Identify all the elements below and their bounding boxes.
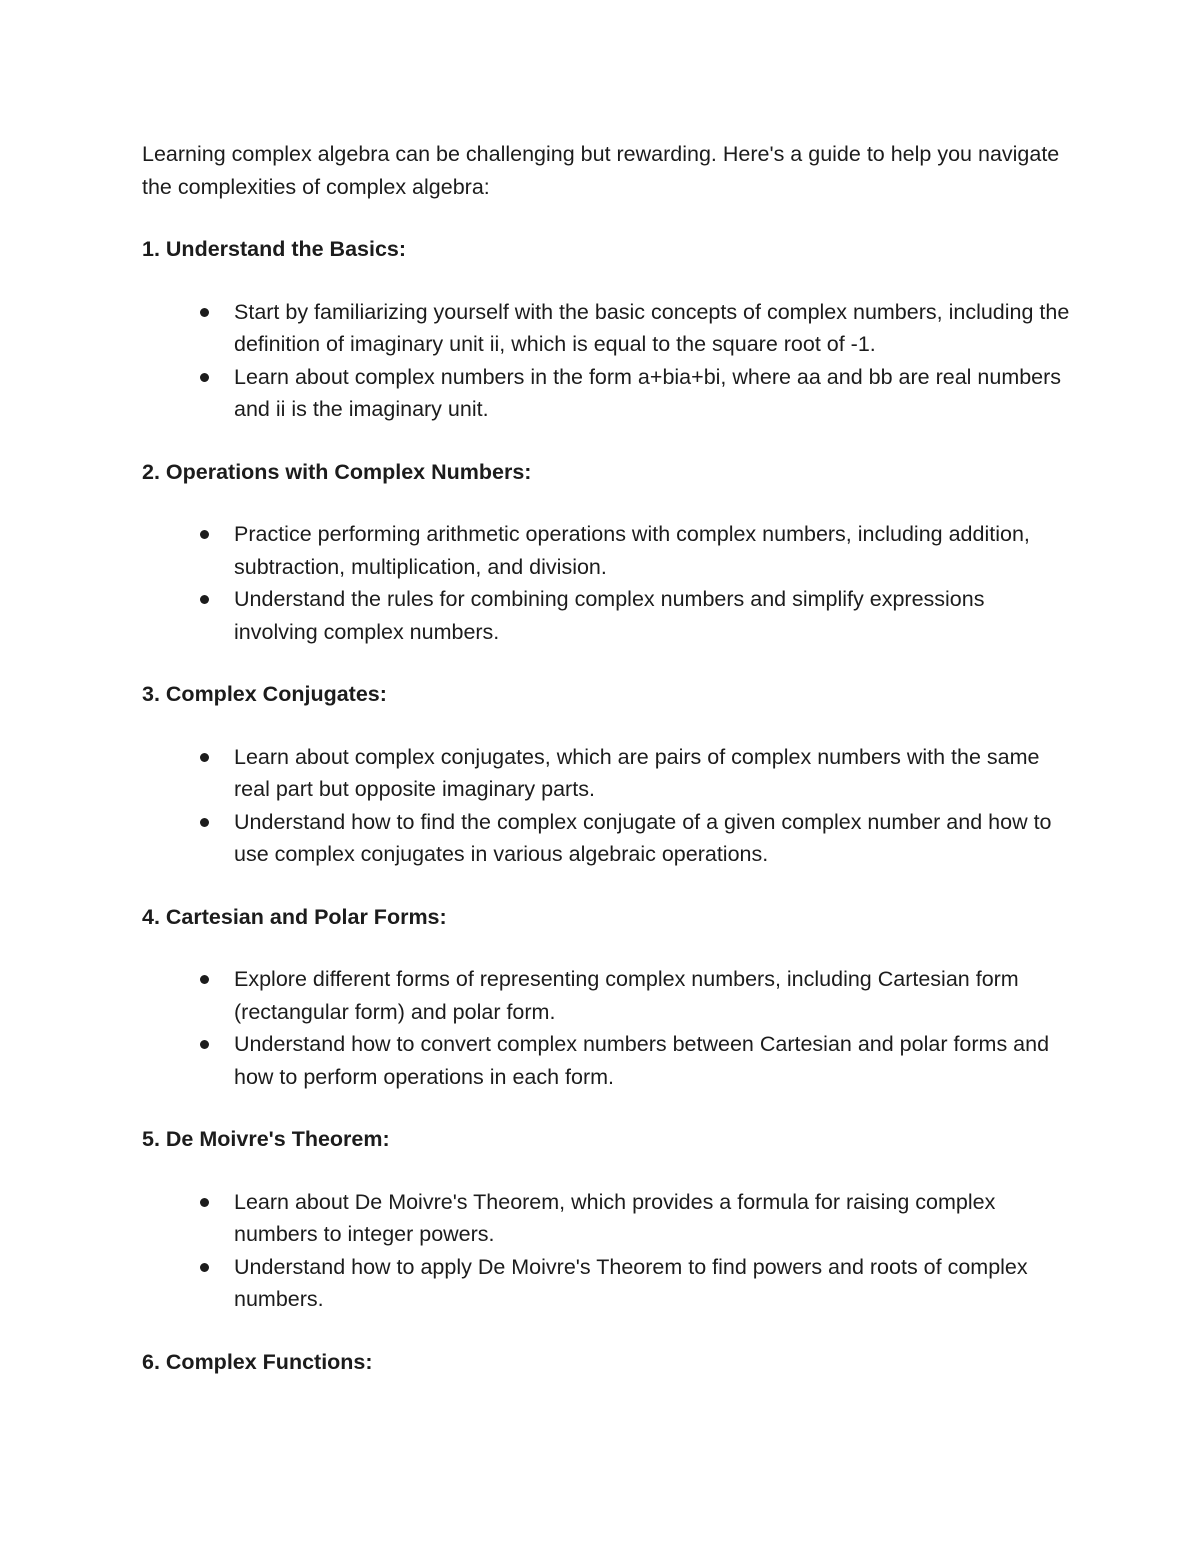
bullet-icon xyxy=(200,1263,209,1272)
list-item-text: Learn about De Moivre's Theorem, which provides a formula for raising complex numbers to integer powers. xyxy=(234,1189,996,1246)
list-item-text: Practice performing arithmetic operations with complex numbers, including addition, subtraction, multiplication, and division. xyxy=(234,522,1030,579)
list-item-text: Learn about complex numbers in the form a+bia+bi, where aa and bb are real numbers and ii is the imaginary unit. xyxy=(234,364,1062,421)
bullet-list-forms xyxy=(142,963,1072,1093)
section-heading-de-moivre: 5. De Moivre's Theorem: xyxy=(142,1127,390,1151)
section-heading-functions: 6. Complex Functions: xyxy=(142,1349,373,1374)
bullet-icon xyxy=(200,1040,209,1049)
bullet-icon xyxy=(200,1198,209,1207)
bullet-icon xyxy=(200,753,209,762)
list-item-text: Understand how to find the complex conjugate of a given complex number and how to use complex conjugates in various algebraic operations. xyxy=(234,809,1052,866)
bullet-icon xyxy=(200,595,209,604)
bullet-list-basics xyxy=(142,296,1072,426)
list-item-text: Understand how to apply De Moivre's Theorem to find powers and roots of complex numbers. xyxy=(234,1254,1028,1311)
bullet-list-de-moivre xyxy=(142,1186,1072,1316)
intro-paragraph: Learning complex algebra can be challenging but rewarding. Here's a guide to help you navigate the complexities of complex algebra: xyxy=(142,142,1060,199)
section-heading-basics: 1. Understand the Basics: xyxy=(142,237,407,261)
document-body xyxy=(142,138,1072,1408)
list-item-text: Explore different forms of representing complex numbers, including Cartesian form (rectangular form) and polar form. xyxy=(234,967,1019,1024)
list-item xyxy=(234,518,1072,583)
bullet-icon xyxy=(200,373,209,382)
list-item xyxy=(234,741,1072,806)
list-item xyxy=(234,1251,1072,1316)
bullet-icon xyxy=(200,975,209,984)
bullet-list-operations xyxy=(142,518,1072,648)
section-heading-conjugates: 3. Complex Conjugates: xyxy=(142,682,387,706)
bullet-list-conjugates xyxy=(142,741,1072,871)
bullet-icon xyxy=(200,308,209,317)
list-item-text: Learn about complex conjugates, which are pairs of complex numbers with the same real part but opposite imaginary parts. xyxy=(234,744,1040,801)
list-item xyxy=(234,583,1072,648)
list-item xyxy=(234,361,1072,426)
list-item xyxy=(234,296,1072,361)
list-item-text: Start by familiarizing yourself with the basic concepts of complex numbers, including the definition of imaginary unit ii, which is equal to the square root of -1. xyxy=(234,299,1070,356)
list-item xyxy=(234,1028,1072,1093)
list-item xyxy=(234,1186,1072,1251)
list-item xyxy=(234,963,1072,1028)
bullet-icon xyxy=(200,530,209,539)
list-item xyxy=(234,806,1072,871)
section-heading-operations: 2. Operations with Complex Numbers: xyxy=(142,459,532,484)
list-item-text: Understand the rules for combining complex numbers and simplify expressions involving complex numbers. xyxy=(234,587,985,644)
bullet-icon xyxy=(200,818,209,827)
section-heading-forms: 4. Cartesian and Polar Forms: xyxy=(142,904,447,929)
list-item-text: Understand how to convert complex numbers between Cartesian and polar forms and how to perform operations in each form. xyxy=(234,1032,1050,1089)
